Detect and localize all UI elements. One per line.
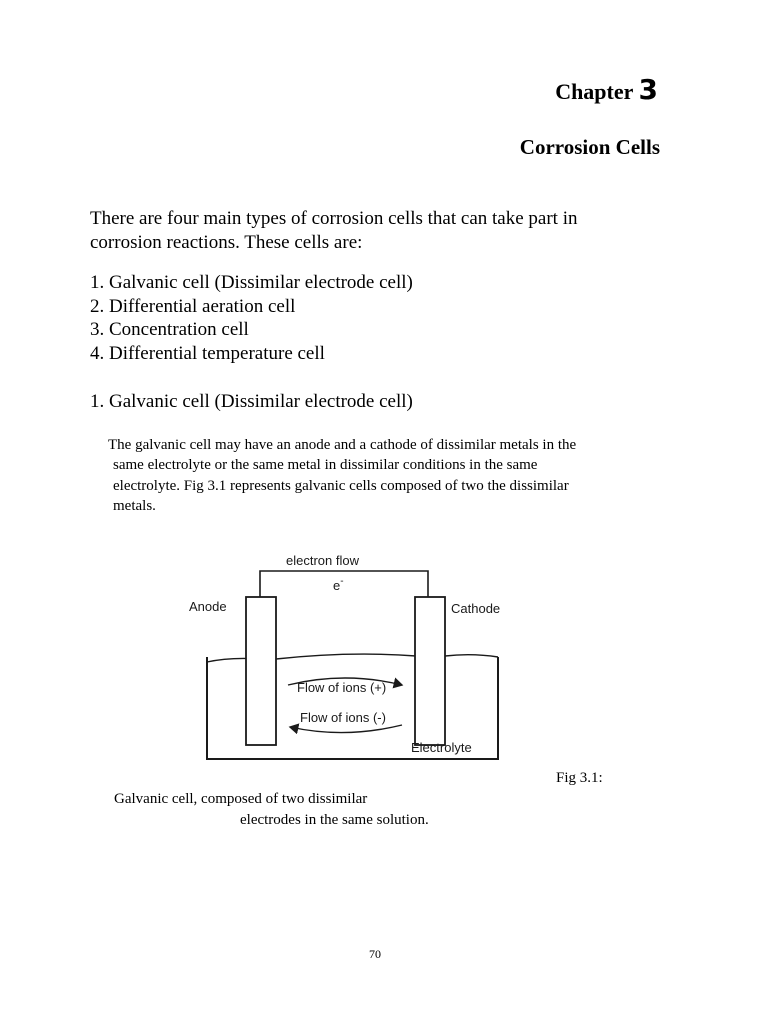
- positive-ion-flow-label: Flow of ions (+): [297, 680, 387, 695]
- section-title: Corrosion Cells: [519, 135, 660, 159]
- galvanic-cell-figure: [180, 545, 520, 770]
- intro-paragraph: [90, 207, 577, 254]
- chapter-heading: [555, 72, 658, 110]
- electron-flow-label: electron flow: [286, 553, 359, 568]
- figure-label: Fig 3.1:: [556, 770, 603, 786]
- figure-caption-line-1: Galvanic cell, composed of two dissimilar: [114, 791, 368, 807]
- galvanic-description: [108, 435, 576, 516]
- cell-types-list: [90, 271, 413, 365]
- cathode-electrode: [415, 597, 445, 745]
- page-number: 70: [369, 947, 381, 961]
- subheading-galvanic-cell: 1. Galvanic cell (Dissimilar electrode cell): [90, 391, 413, 412]
- figure-caption-line-2: electrodes in the same solution.: [240, 812, 429, 828]
- negative-ion-arrow: [290, 725, 402, 733]
- anode-label: Anode: [189, 599, 227, 614]
- electron-symbol: [333, 576, 344, 593]
- chapter-number: 3: [638, 73, 658, 106]
- anode-electrode: [246, 597, 276, 745]
- electrolyte-label: Electrolyte: [411, 740, 472, 755]
- paragraph-line-1: The galvanic cell may have an anode and a cathode of dissimilar metals in the: [108, 437, 577, 453]
- paragraph-line-3: electrolyte. Fig 3.1 represents galvanic cells composed of two the dissimilar: [113, 477, 569, 494]
- electron-letter: e: [333, 578, 341, 593]
- chapter-word: Chapter: [555, 79, 634, 104]
- list-item: 3. Concentration cell: [90, 319, 249, 340]
- galvanic-cell-diagram: [180, 545, 520, 770]
- list-item: 2. Differential aeration cell: [90, 295, 296, 317]
- electron-charge: -: [340, 576, 344, 587]
- list-item: 4. Differential temperature cell: [90, 342, 325, 364]
- paragraph-line-4: metals.: [113, 497, 156, 514]
- negative-ion-flow-label: Flow of ions (-): [300, 710, 386, 725]
- cathode-label: Cathode: [451, 601, 501, 616]
- intro-line-2: corrosion reactions. These cells are:: [90, 231, 363, 253]
- intro-line-1: There are four main types of corrosion cells that can take part in: [90, 208, 578, 229]
- list-item: 1. Galvanic cell (Dissimilar electrode cell): [90, 272, 413, 293]
- external-wire: [260, 571, 428, 597]
- paragraph-line-2: same electrolyte or the same metal in dissimilar conditions in the same: [113, 457, 538, 474]
